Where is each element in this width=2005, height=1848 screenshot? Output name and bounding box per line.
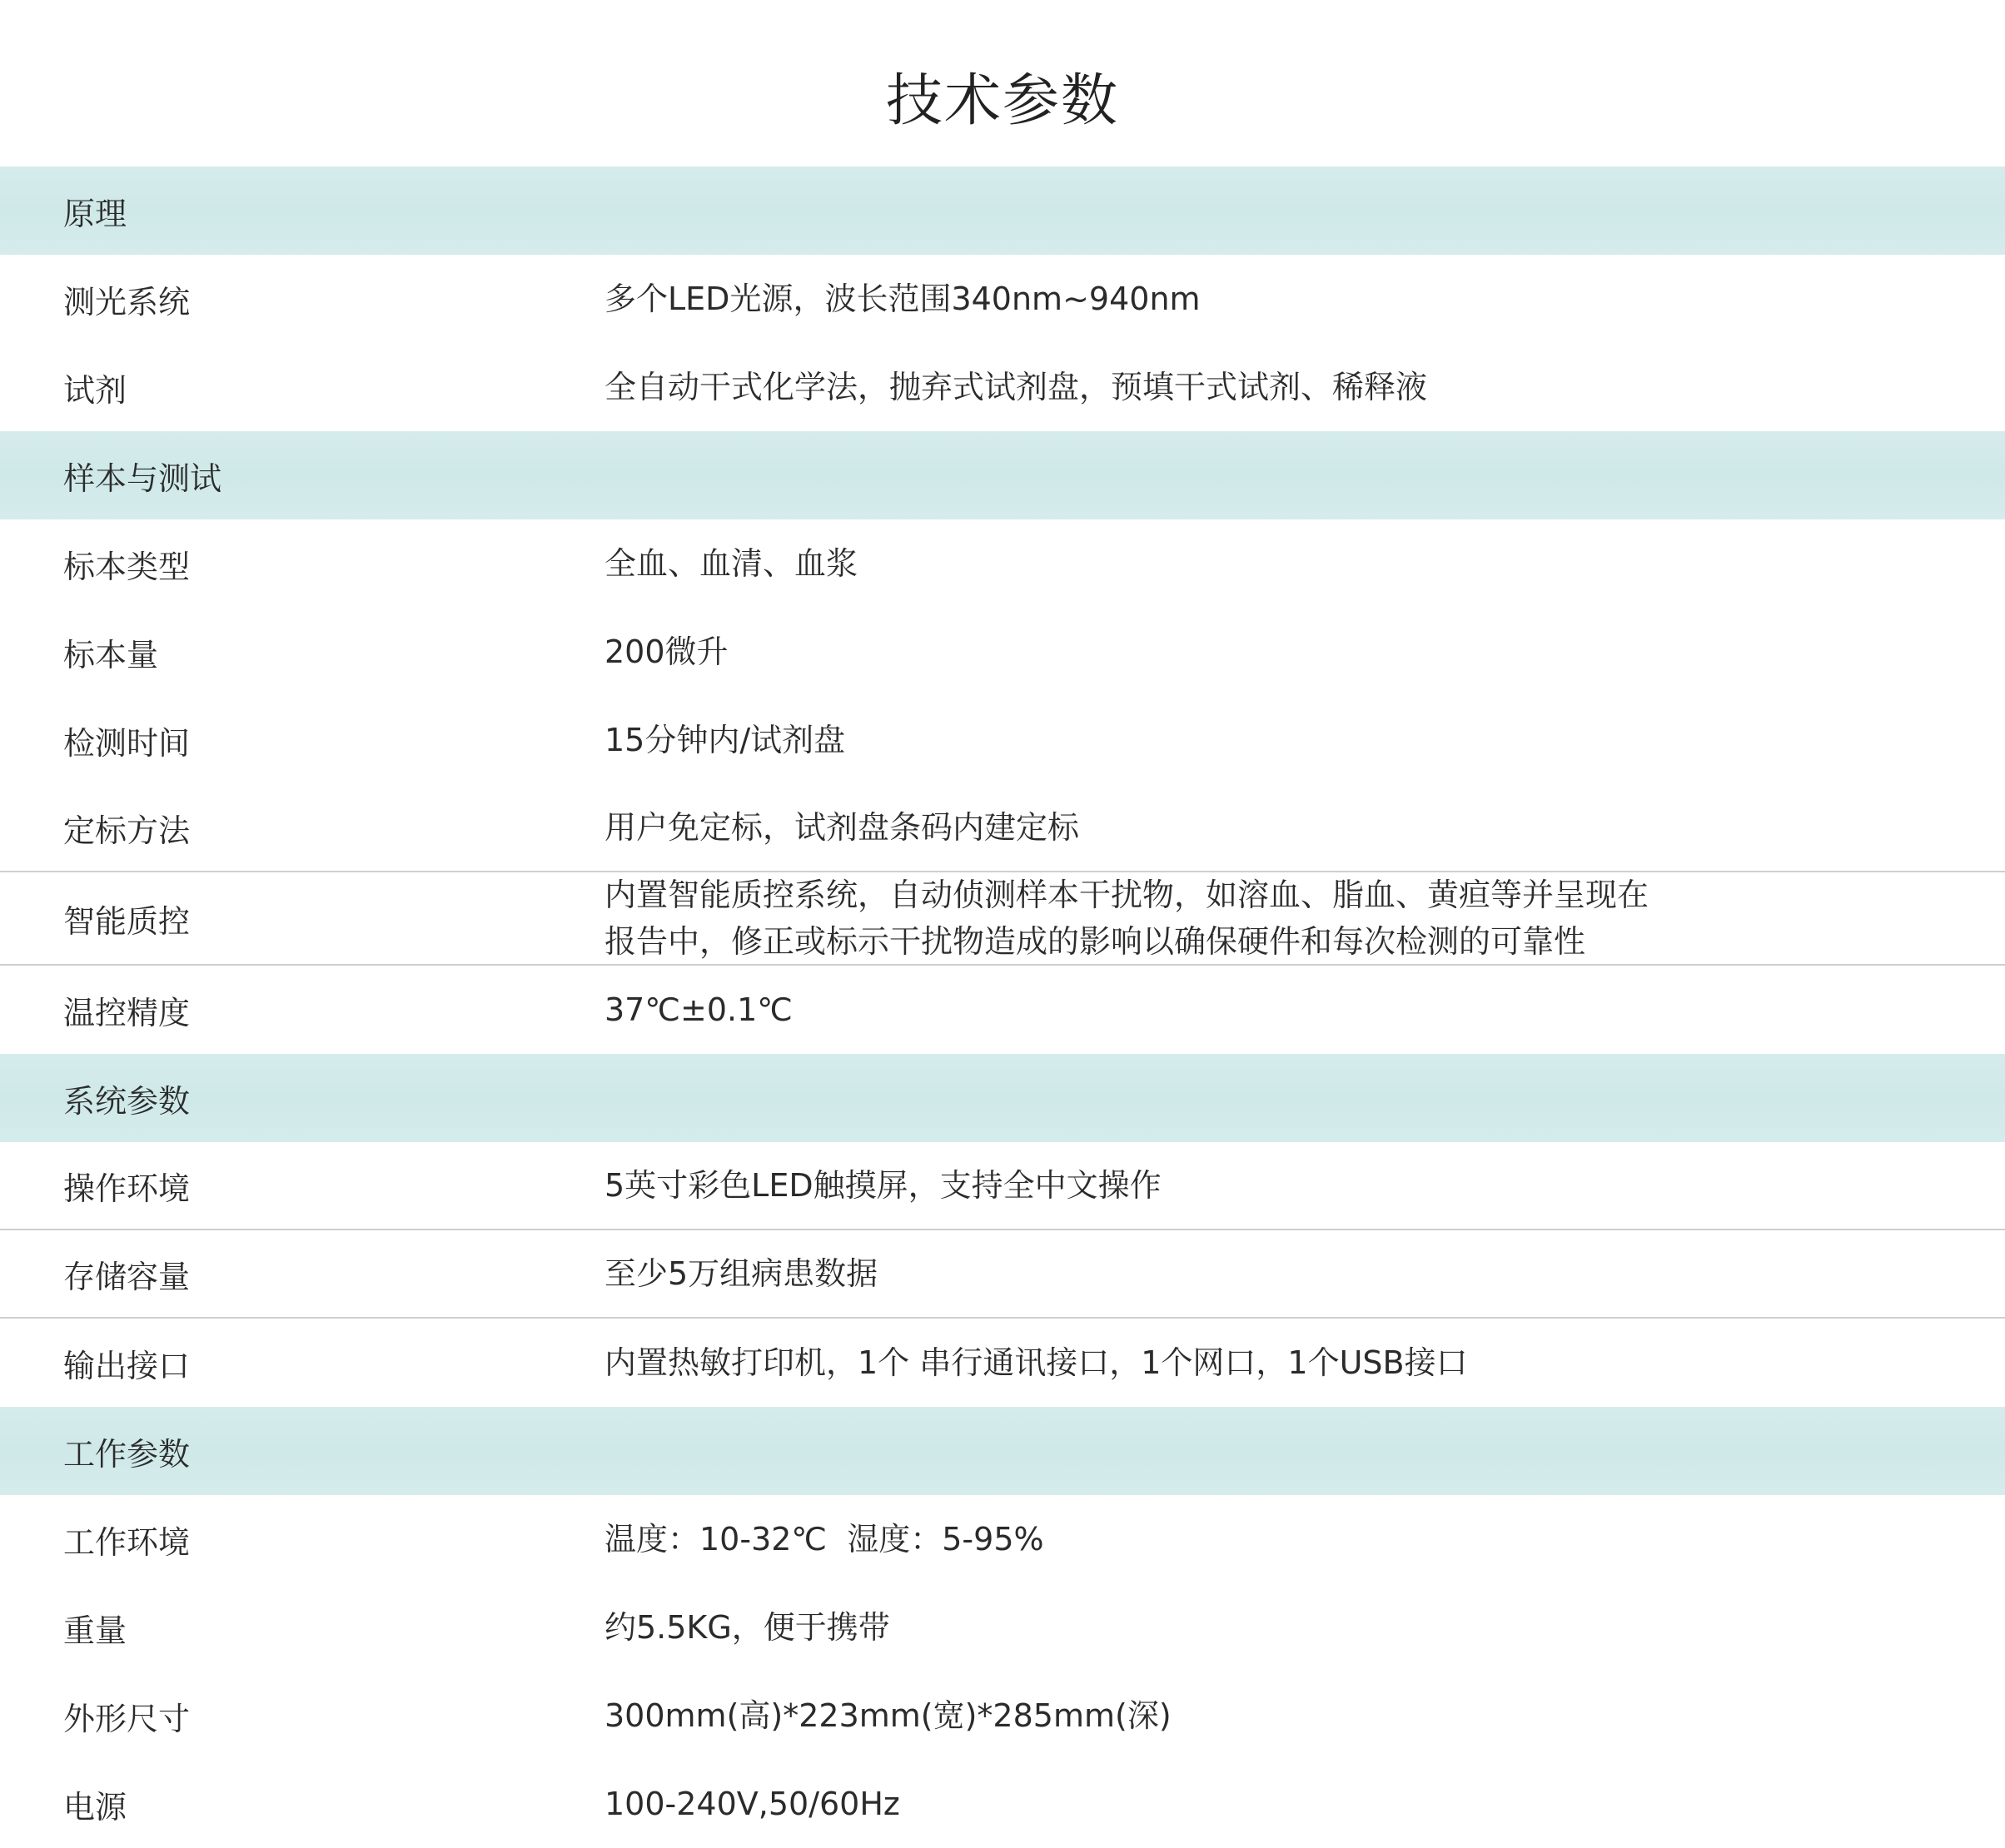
spec-label: 存储容量	[63, 1258, 191, 1295]
spec-value: 至少5万组病患数据	[604, 1255, 878, 1292]
spec-row-working-env	[0, 1495, 2005, 1583]
spec-label: 标本量	[63, 636, 159, 673]
spec-value: 200微升	[604, 633, 729, 670]
spec-row-sample-volume	[0, 608, 2005, 696]
spec-row-photometric-system	[0, 255, 2005, 343]
spec-label: 智能质控	[63, 902, 191, 940]
spec-row-smart-qc	[0, 872, 2005, 966]
spec-value: 100-240V,50/60Hz	[604, 1786, 900, 1822]
spec-value: 用户免定标，试剂盘条码内建定标	[604, 809, 1080, 846]
spec-row-storage	[0, 1230, 2005, 1319]
spec-value: 温度：10-32℃ 湿度：5-95%	[604, 1521, 1044, 1557]
spec-label: 标本类型	[63, 548, 191, 585]
section-header-sample-testing	[0, 431, 2005, 519]
spec-value	[604, 872, 1770, 964]
spec-row-reagent	[0, 343, 2005, 431]
section-heading: 原理	[63, 195, 127, 232]
section-header-principle	[0, 166, 2005, 255]
spec-label: 工作环境	[63, 1523, 191, 1561]
section-heading: 工作参数	[63, 1435, 191, 1473]
spec-row-power	[0, 1760, 2005, 1848]
spec-label: 温控精度	[63, 994, 191, 1031]
section-heading: 样本与测试	[63, 460, 222, 497]
section-heading: 系统参数	[63, 1082, 191, 1120]
spec-label: 测光系统	[63, 283, 191, 320]
spec-value: 300mm(高)*223mm(宽)*285mm(深)	[604, 1697, 1172, 1734]
section-header-working-params	[0, 1407, 2005, 1495]
page-title: 技术参数	[885, 68, 1119, 134]
spec-label: 外形尺寸	[63, 1700, 191, 1737]
spec-value: 约5.5KG，便于携带	[604, 1609, 890, 1646]
spec-value: 全自动干式化学法，抛弃式试剂盘，预填干式试剂、稀释液	[604, 369, 1428, 405]
spec-value: 内置热敏打印机，1个 串行通讯接口，1个网口，1个USB接口	[604, 1344, 1468, 1381]
spec-value: 37℃±0.1℃	[604, 991, 793, 1028]
spec-label: 电源	[63, 1788, 127, 1826]
spec-label: 重量	[63, 1612, 127, 1649]
spec-value-line: 报告中，修正或标示干扰物造成的影响以确保硬件和每次检测的可靠性	[604, 923, 1586, 960]
spec-label: 操作环境	[63, 1170, 191, 1207]
spec-row-dimensions	[0, 1672, 2005, 1760]
spec-row-weight	[0, 1583, 2005, 1672]
spec-value-line: 内置智能质控系统，自动侦测样本干扰物，如溶血、脂血、黄疸等并呈现在	[604, 877, 1649, 913]
spec-value: 全血、血清、血浆	[604, 545, 858, 582]
spec-label: 检测时间	[63, 724, 191, 762]
spec-row-operating-env	[0, 1142, 2005, 1230]
spec-label: 试剂	[63, 371, 127, 409]
spec-value: 5英寸彩色LED触摸屏，支持全中文操作	[604, 1167, 1162, 1204]
spec-label: 输出接口	[63, 1347, 191, 1384]
spec-row-output-interface	[0, 1319, 2005, 1407]
spec-label: 定标方法	[63, 812, 191, 849]
spec-table	[0, 166, 2005, 1848]
spec-value: 多个LED光源，波长范围340nm~940nm	[604, 281, 1201, 317]
spec-row-calibration	[0, 784, 2005, 872]
spec-value: 15分钟内/试剂盘	[604, 722, 846, 758]
spec-row-test-time	[0, 696, 2005, 784]
spec-row-temp-accuracy	[0, 966, 2005, 1054]
section-header-system-params	[0, 1054, 2005, 1142]
spec-row-sample-type	[0, 519, 2005, 608]
